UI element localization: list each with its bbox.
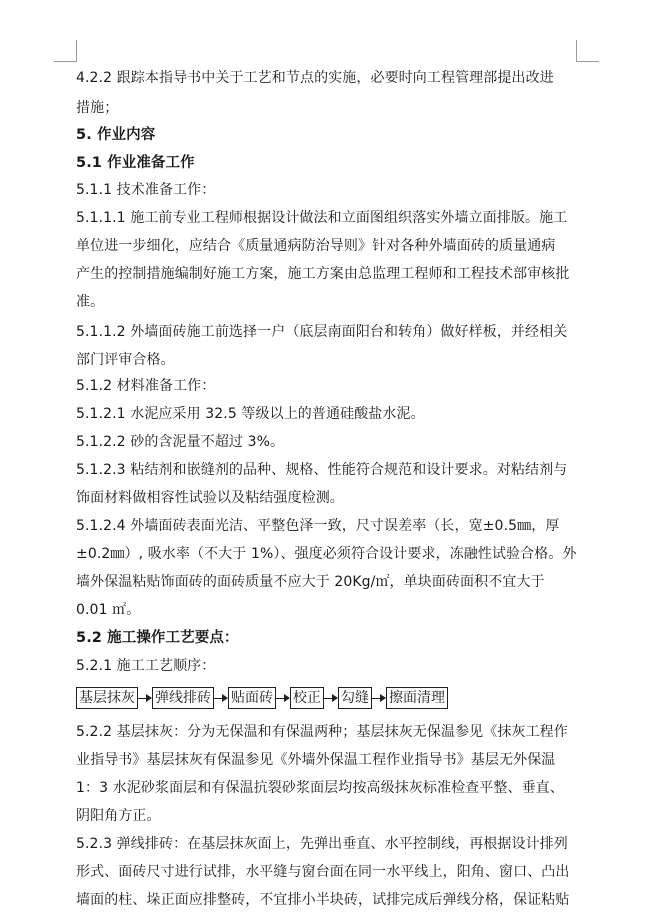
crop-mark-top-right-v (576, 40, 577, 62)
text-line: 5.2.3 弹线排砖：在基层抹灰面上，先弹出垂直、水平控制线，再根据设计排列 (76, 836, 568, 852)
text-line-4-2-2: 4.2.2 跟踪本指导书中关于工艺和节点的实施，必要时向工程管理部提出改进 (76, 70, 554, 86)
text-line: 单位进一步细化，应结合《质量通病防治导则》针对各种外墙面砖的质量通病 (76, 238, 556, 254)
text-line: 措施； (76, 100, 119, 116)
text-line: 5.1.2.1 水泥应采用 32.5 等级以上的普通硅酸盐水泥。 (76, 406, 425, 422)
crop-mark-top-left-h (54, 61, 76, 62)
subheading-5-2-1: 5.2.1 施工工艺顺序： (76, 658, 216, 674)
subheading-5-1-2: 5.1.2 材料准备工作： (76, 378, 216, 394)
text-line: 饰面材料做相容性试验以及粘结强度检测。 (76, 490, 344, 506)
flow-step-base-plaster: 基层抹灰 (76, 687, 138, 709)
text-line: 5.2.2 基层抹灰：分为无保温和有保温两种；基层抹灰无保温参见《抹灰工程作 (76, 724, 568, 740)
section-heading-5: 5. 作业内容 (76, 127, 156, 143)
text-line: 产生的控制措施编制好施工方案，施工方案由总监理工程师和工程技术部审核批 (76, 266, 570, 282)
arrow-right-icon (324, 688, 338, 708)
arrow-right-icon (138, 688, 152, 708)
text-line: ±0.2㎜）, 吸水率（不大于 1%）、强度必须符合设计要求，冻融性试验合格。外 (76, 546, 577, 562)
arrow-right-icon (372, 688, 386, 708)
text-line: 部门评审合格。 (76, 352, 175, 368)
crop-mark-top-left-v (76, 40, 77, 62)
subheading-5-1-1: 5.1.1 技术准备工作： (76, 182, 216, 198)
text-line: 5.1.1.1 施工前专业工程师根据设计做法和立面图组织落实外墙立面排版。施工 (76, 210, 568, 226)
flow-step-line-layout: 弹线排砖 (152, 687, 214, 709)
text-line: 0.01 ㎡。 (76, 602, 141, 618)
section-heading-5-2: 5.2 施工操作工艺要点： (76, 630, 239, 646)
flow-step-tile-paste: 贴面砖 (228, 687, 276, 709)
arrow-right-icon (276, 688, 290, 708)
crop-mark-top-right-h (577, 61, 599, 62)
text-line: 墙面的柱、垛正面应排整砖，不宜排小半块砖，试排完成后弹线分格，保证粘贴 (76, 892, 570, 908)
text-line: 形式、面砖尺寸进行试排，水平缝与窗台面在同一水平线上，阳角、窗口、凸出 (76, 864, 570, 880)
flow-step-cleaning: 擦面清理 (386, 687, 448, 709)
process-flow-diagram (76, 686, 448, 710)
text-line: 1：3 水泥砂浆面层和有保温抗裂砂浆面层均按高级抹灰标准检查平整、垂直、 (76, 780, 564, 796)
text-line: 墙外保温粘贴饰面砖的面砖质量不应大于 20Kg/㎡，单块面砖面积不宜大于 (76, 574, 545, 590)
text-line: 5.1.2.4 外墙面砖表面光洁、平整色泽一致，尺寸误差率（长，宽±0.5㎜，厚 (76, 518, 560, 534)
text-line: 5.1.2.3 粘结剂和嵌缝剂的品种、规格、性能符合规范和设计要求。对粘结剂与 (76, 462, 568, 478)
text-line: 阴阳角方正。 (76, 808, 161, 824)
text-line: 5.1.1.2 外墙面砖施工前选择一户（底层南面阳台和转角）做好样板，并经相关 (76, 324, 568, 340)
text-line: 5.1.2.2 砂的含泥量不超过 3%。 (76, 434, 285, 450)
text-line: 准。 (76, 294, 105, 310)
arrow-right-icon (214, 688, 228, 708)
flow-step-pointing: 勾缝 (338, 687, 372, 709)
section-heading-5-1: 5.1 作业准备工作 (76, 155, 195, 171)
text-line: 业指导书》基层抹灰有保温参见《外墙外保温工程作业指导书》基层无外保温 (76, 752, 556, 768)
flow-step-correction: 校正 (290, 687, 324, 709)
